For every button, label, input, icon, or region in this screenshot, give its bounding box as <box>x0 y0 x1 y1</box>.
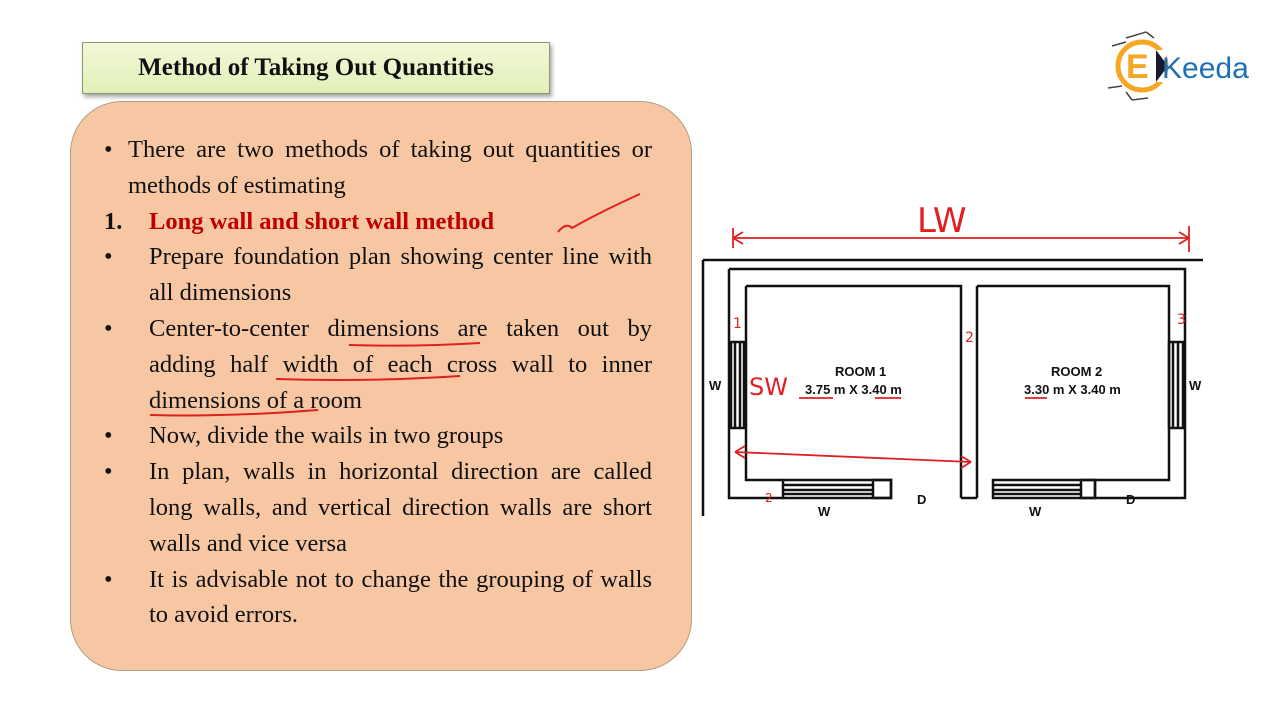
intro-bullet: • There are two methods of taking out quantities or methods of estimating <box>104 132 652 204</box>
window-label-left: W <box>709 378 722 393</box>
door-label-1: D <box>917 492 927 507</box>
bullet-text: Center-to-center dimensions are taken out by adding half width of each cross wall to inner dimensions of a room <box>149 314 652 414</box>
long-wall-label: LW <box>917 201 967 241</box>
window-label-right: W <box>1189 378 1202 393</box>
room1-name: ROOM 1 <box>835 364 887 379</box>
underline-dimensions <box>349 343 480 346</box>
room2-size: 3.30 m X 3.40 m <box>1024 382 1121 397</box>
wall-mark-1: 1 <box>733 316 742 332</box>
room1-size: 3.75 m X 3.40 m <box>805 382 902 397</box>
wall-mark-2: 2 <box>765 491 773 505</box>
intro-text: There are two methods of taking out quantities or methods of estimating <box>128 136 652 199</box>
method-number: 1. <box>104 207 123 235</box>
underline-half-width <box>276 376 460 380</box>
bullet-text: In plan, walls in horizontal direction are called long walls, and vertical direction walls are short walls and vice versa <box>149 458 652 557</box>
bullet-text: Now, divide the wails in two groups <box>149 422 504 450</box>
inner-dimension-line <box>735 452 971 462</box>
slide-title: Method of Taking Out Quantities <box>82 42 550 94</box>
method-title: Long wall and short wall method <box>149 207 495 235</box>
window-label-bottom-1: W <box>818 504 831 519</box>
bullet-item: • In plan, walls in horizontal direction are called long walls, and vertical direction walls are short walls and vice versa <box>104 454 652 561</box>
bullet-item: • Now, divide the wails in two groups <box>104 418 652 454</box>
underline-inner-dimensions <box>150 410 318 415</box>
bullet-item: • Center-to-center dimensions are taken out by adding half width of each cross wall to inner dimensions of a room <box>104 311 652 418</box>
bullet-text: Prepare foundation plan showing center line with all dimensions <box>149 243 652 307</box>
logo-letter: E <box>1126 48 1149 86</box>
short-wall-label: SW <box>749 373 788 401</box>
bullet-item: • Prepare foundation plan showing center line with all dimensions <box>104 239 652 311</box>
floor-plan <box>695 190 1215 530</box>
door-label-2: D <box>1126 492 1136 507</box>
wall-mark-2b: 2 <box>965 330 974 346</box>
tick-mark <box>558 194 640 232</box>
window-label-bottom-2: W <box>1029 504 1042 519</box>
bullet-item: • It is advisable not to change the grouping of walls to avoid errors. <box>104 562 652 634</box>
room2-name: ROOM 2 <box>1051 364 1103 379</box>
wall-mark-3: 3 <box>1177 312 1186 328</box>
logo-brand: Keeda <box>1162 52 1249 85</box>
bullet-text: It is advisable not to change the grouping of walls to avoid errors. <box>149 565 652 629</box>
